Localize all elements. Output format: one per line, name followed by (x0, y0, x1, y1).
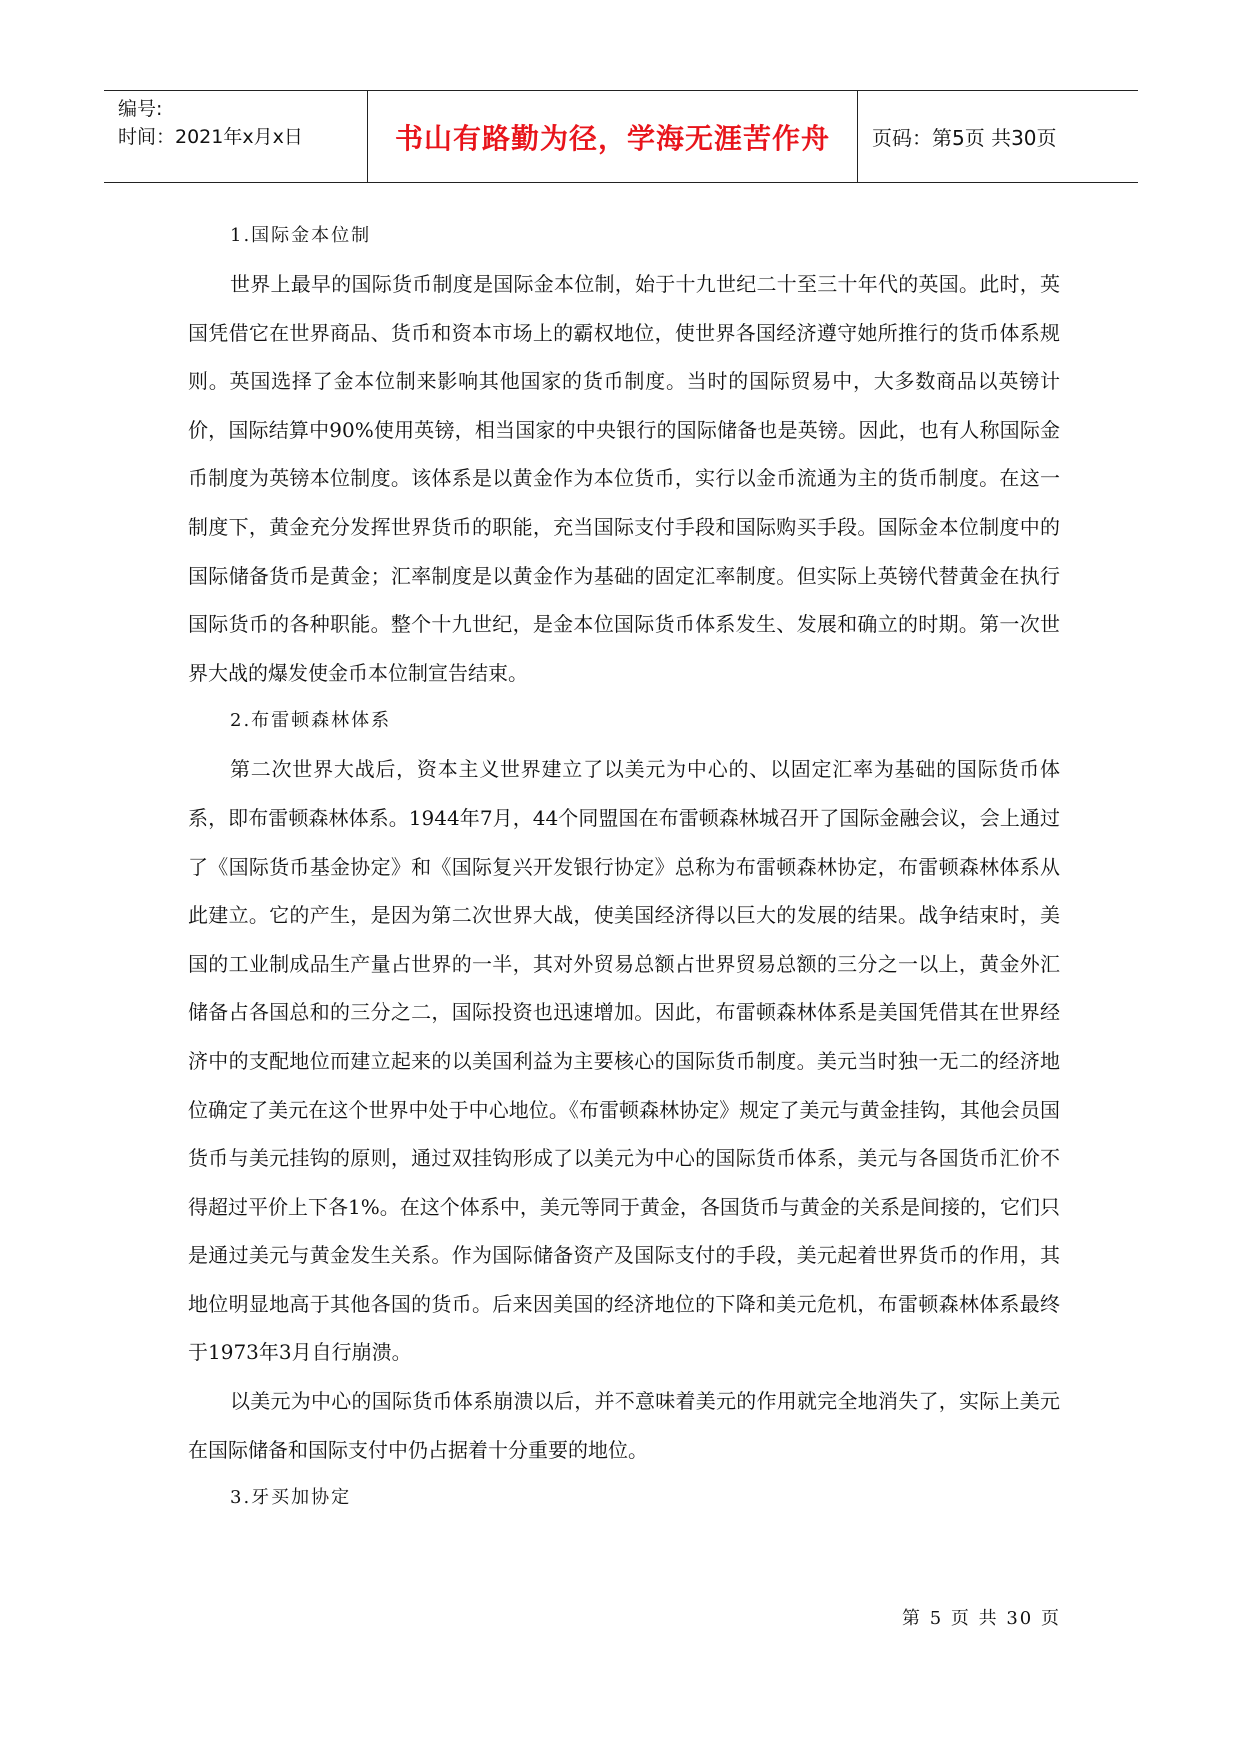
page-footer: 第 5 页 共 30 页 (902, 1608, 1061, 1629)
section-title-jamaica-agreement: 3.牙买加协定 (230, 1487, 352, 1509)
paragraph: 第二次世界大战后，资本主义世界建立了以美元为中心的、以固定汇率为基础的国际货币体系，即布雷顿森林体系。1944年7月，44个同盟国在布雷顿森林城召开了国际金融会议，会上通过了《国际货币基金协定》和《国际复兴开发银行协定》总称为布雷顿森林协定，布雷顿森林体系从此建立。它的产生，是因为第二次世界大战，使美国经济得以巨大的发展的结果。战争结束时，美国的工业制成品生产量占世界的一半，其对外贸易总额占世界贸易总额的三分之一以上，黄金外汇储备占各国总和的三分之二，国际投资也迅速增加。因此，布雷顿森林体系是美国凭借其在世界经济中的支配地位而建立起来的以美国利益为主要核心的国际货币制度。美元当时独一无二的经济地位确定了美元在这个世界中处于中心地位。《布雷顿森林协定》规定了美元与黄金挂钩，其他会员国货币与美元挂钩的原则，通过双挂钩形成了以美元为中心的国际货币体系，美元与各国货币汇价不得超过平价上下各1%。在这个体系中，美元等同于黄金，各国货币与黄金的关系是间接的，它们只是通过美元与黄金发生关系。作为国际储备资产及国际支付的手段，美元起着世界货币的作用，其地位明显地高于其他各国的货币。后来因美国的经济地位的下降和美元危机，布雷顿森林体系最终于1973年3月自行崩溃。 (188, 757, 1060, 1365)
paragraph: 世界上最早的国际货币制度是国际金本位制，始于十九世纪二十至三十年代的英国。此时，英国凭借它在世界商品、货币和资本市场上的霸权地位，使世界各国经济遵守她所推行的货币体系规则。英国选择了金本位制来影响其他国家的货币制度。当时的国际贸易中，大多数商品以英镑计价，国际结算中90%使用英镑，相当国家的中央银行的国际储备也是英镑。因此，也有人称国际金币制度为英镑本位制度。该体系是以黄金作为本位货币，实行以金币流通为主的货币制度。在这一制度下，黄金充分发挥世界货币的职能，充当国际支付手段和国际购买手段。国际金本位制度中的国际储备货币是黄金；汇率制度是以黄金作为基础的固定汇率制度。但实际上英镑代替黄金在执行国际货币的各种职能。整个十九世纪，是金本位国际货币体系发生、发展和确立的时期。第一次世界大战的爆发使金币本位制宣告结束。 (188, 272, 1060, 685)
paragraph: 以美元为中心的国际货币体系崩溃以后，并不意味着美元的作用就完全地消失了，实际上美元在国际储备和国际支付中仍占据着十分重要的地位。 (188, 1389, 1060, 1462)
section-title-bretton-woods: 2.布雷顿森林体系 (230, 710, 392, 732)
header-info-cell (104, 91, 368, 182)
header-motto: 书山有路勤为径，学海无涯苦作舟 (368, 91, 858, 182)
header-page-label: 页码：第5页 共30页 (872, 126, 1057, 150)
section-title-gold-standard: 1.国际金本位制 (230, 225, 372, 246)
page-header (104, 90, 1138, 183)
number-label: 编号: (118, 98, 163, 120)
document-body (188, 212, 1060, 1522)
time-label: 时间：2021年x月x日 (118, 126, 303, 148)
